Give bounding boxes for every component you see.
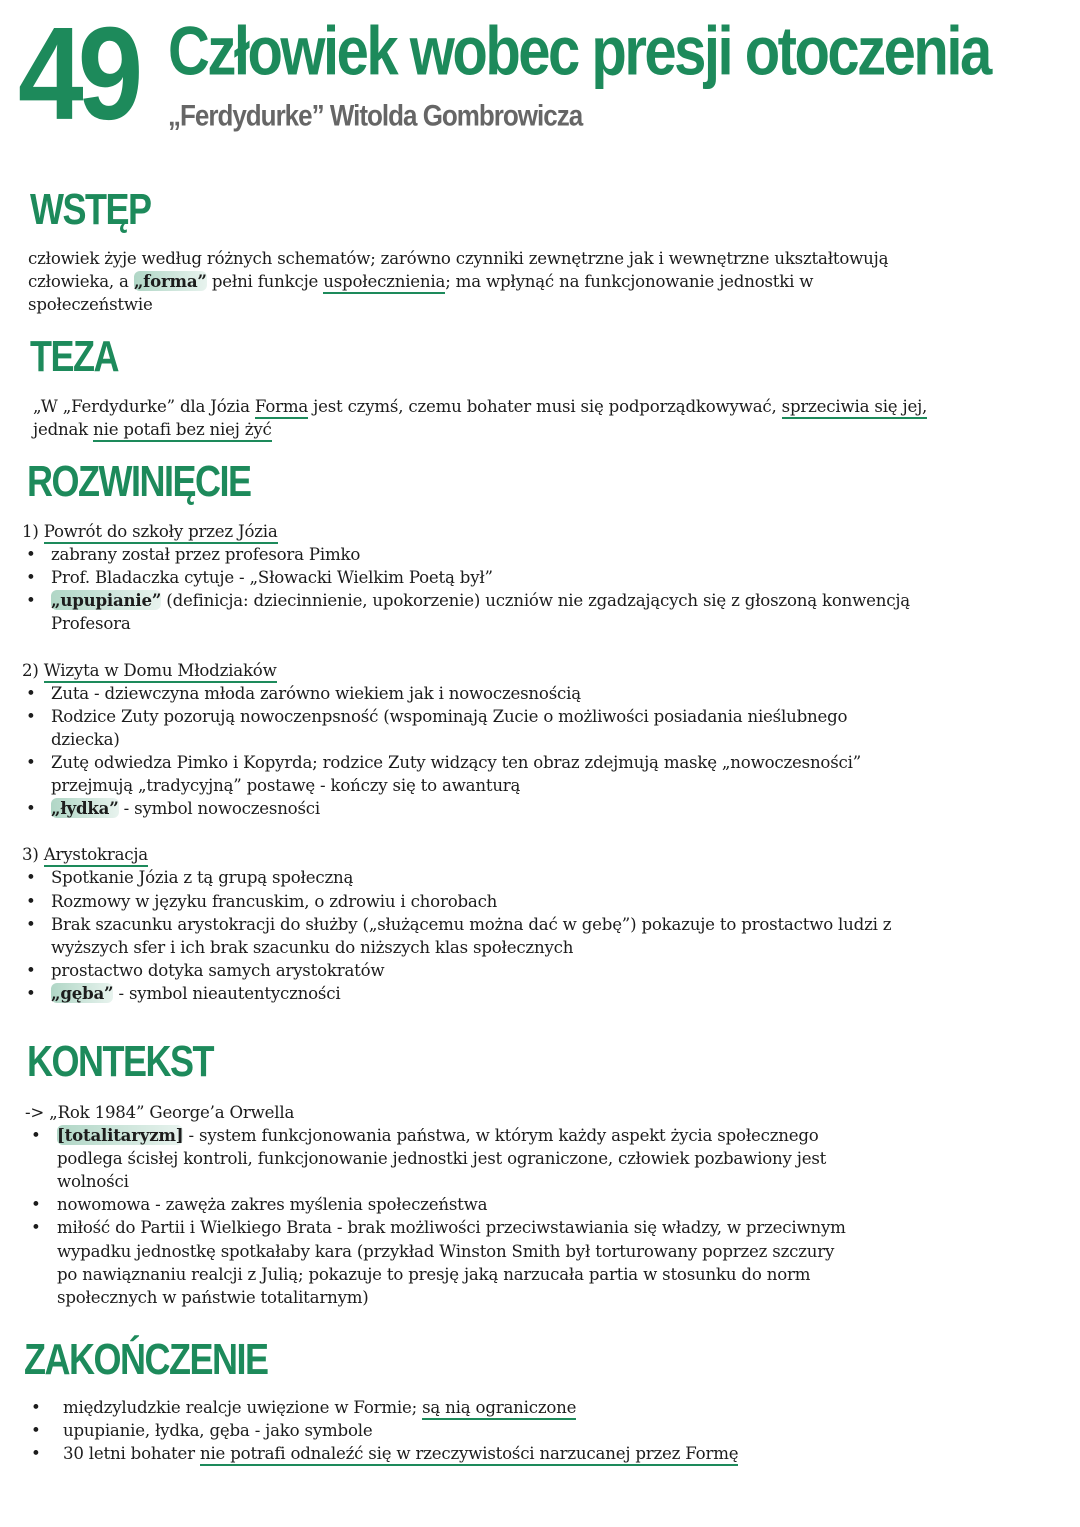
text-line (25, 1263, 846, 1286)
text-segment: Zutę odwiedza Pimko i Kopyrda; rodzice Zuty widzący ten obraz zdejmują maskę „nowoczesności” (51, 752, 862, 772)
bullet-item (25, 1216, 846, 1239)
section-heading-kontekst: KONTEKST (27, 1036, 213, 1086)
bullet-item (22, 959, 910, 982)
section-heading-teza: TEZA (30, 331, 118, 381)
bullet-item (25, 1442, 738, 1465)
section-body-wstep (28, 247, 888, 316)
highlighted-term: „forma” (133, 271, 207, 292)
text-segment: Rodzice Zuty pozorują nowoczenpsność (wspominają Zucie o możliwości posiadania nieślubnego (51, 706, 848, 726)
text-line (22, 659, 910, 682)
text-segment: (definicja: dziecinnienie, upokorzenie) uczniów nie zgadzających się z głoszoną konwencją (161, 591, 910, 611)
text-line (22, 936, 910, 959)
bullet-icon: • (31, 1126, 41, 1146)
underlined-text: uspołecznienia (323, 272, 445, 294)
text-segment: -> „Rok 1984” George’a Orwella (25, 1103, 295, 1122)
section-body-kontekst (25, 1101, 846, 1309)
text-segment: Spotkanie Józia z tą grupą społeczną (51, 868, 354, 888)
bullet-item (22, 682, 910, 705)
bullet-icon: • (26, 568, 36, 588)
bullet-icon: • (31, 1421, 41, 1441)
text-line (22, 774, 910, 797)
text-line (25, 1170, 846, 1193)
highlighted-term: „łydka” (51, 798, 119, 819)
bullet-icon: • (26, 706, 36, 726)
text-segment: pełni funkcje (206, 272, 324, 292)
text-segment: miłość do Partii i Wielkiego Brata - brak możliwości przeciwstawiania się władzy, w przeciwnym (57, 1218, 846, 1238)
bullet-icon: • (26, 983, 36, 1003)
text-segment: wolności (57, 1172, 129, 1192)
text-line (33, 395, 927, 418)
page-subtitle: „Ferdydurke” Witolda Gombrowicza (168, 97, 583, 133)
text-segment: człowiek żyje według różnych schematów; zarówno czynniki zewnętrzne jak i wewnętrzne ukształtowują (28, 249, 889, 268)
text-segment: 1) (22, 522, 44, 541)
bullet-item (22, 890, 910, 913)
text-line (22, 820, 910, 843)
text-segment: - symbol nieautentyczności (113, 983, 341, 1003)
text-segment: Rozmowy w języku francuskim, o zdrowiu i chorobach (51, 891, 498, 911)
text-line (22, 635, 910, 658)
bullet-item (22, 705, 910, 728)
text-line (28, 293, 888, 316)
bullet-icon: • (31, 1218, 41, 1238)
text-segment: społecznych w państwie totalitarnym) (57, 1287, 369, 1307)
text-line (25, 1240, 846, 1263)
text-segment: upupianie, łydka, gęba - jako symbole (63, 1421, 373, 1441)
section-body-teza (33, 395, 927, 441)
text-line (28, 270, 888, 293)
bullet-item (25, 1124, 846, 1147)
underlined-text: sprzeciwia się jej, (782, 397, 927, 419)
text-line (25, 1286, 846, 1309)
text-segment: prostactwo dotyka samych arystokratów (51, 960, 385, 980)
text-line (25, 1101, 846, 1124)
text-segment: Profesora (51, 614, 131, 634)
bullet-icon: • (26, 545, 36, 565)
text-segment: 3) (22, 845, 44, 865)
underlined-text: nie potrafi odnaleźć się w rzeczywistości narzucanej przez Formę (200, 1444, 738, 1466)
underlined-text: Wizyta w Domu Młodziaków (44, 661, 277, 683)
chapter-number: 49 (18, 0, 138, 148)
highlighted-term: „upupianie” (51, 590, 162, 611)
text-segment: „W „Ferdydurke” dla Józia (33, 397, 255, 416)
bullet-icon: • (26, 752, 36, 772)
text-line (33, 418, 927, 441)
bullet-icon: • (26, 960, 36, 980)
section-body-zakonczenie (25, 1396, 738, 1465)
bullet-icon: • (26, 868, 36, 888)
text-segment: międzyludzkie realcje uwięzione w Formie; (63, 1398, 423, 1417)
underlined-text: Arystokracja (44, 845, 148, 867)
underlined-text: Forma (255, 397, 308, 419)
bullet-icon: • (31, 1444, 41, 1464)
text-segment: podlega ścisłej kontroli, funkcjonowanie jednostki jest ograniczone, człowiek pozbawiony jest (57, 1149, 827, 1169)
text-segment: przejmują „tradycyjną” postawę - kończy się to awanturą (51, 776, 521, 796)
bullet-icon: • (26, 683, 36, 703)
text-segment: wypadku jednostkę spotkałaby kara (przykład Winston Smith był torturowany poprzez szczury (57, 1241, 835, 1261)
highlighted-term: [totalitaryzm] (57, 1125, 184, 1146)
text-line (22, 612, 910, 635)
bullet-item (25, 1396, 738, 1419)
section-body-rozwiniecie (22, 520, 910, 1005)
text-segment: - symbol nowoczesności (118, 799, 320, 819)
bullet-item (22, 797, 910, 820)
text-segment: zabrany został przez profesora Pimko (51, 545, 361, 565)
text-segment: Brak szacunku arystokracji do służby („służącemu można dać w gebę”) pokazuje to prostactwo ludzi z (51, 914, 892, 934)
section-heading-zakonczenie: ZAKOŃCZENIE (24, 1334, 268, 1384)
page-title: Człowiek wobec presji otoczenia (168, 13, 990, 90)
text-segment: 2) (22, 660, 44, 680)
bullet-item (22, 982, 910, 1005)
text-segment: po nawiąznaniu realcji z Julią; pokazuje to presję jaką narzucała partia w stosunku do norm (57, 1264, 811, 1284)
text-segment: jest czymś, czemu bohater musi się podporządkowywać, (308, 397, 782, 416)
section-heading-wstep: WSTĘP (30, 184, 151, 234)
underlined-text: nie potafi bez niej żyć (93, 420, 272, 442)
bullet-item (22, 913, 910, 936)
text-segment: - system funkcjonowania państwa, w którym każdy aspekt życia społecznego (183, 1126, 819, 1146)
bullet-icon: • (26, 914, 36, 934)
text-segment: ; ma wpłynąć na funkcjonowanie jednostki w (445, 272, 814, 292)
bullet-item (22, 543, 910, 566)
bullet-icon: • (26, 591, 36, 611)
bullet-item (22, 751, 910, 774)
bullet-icon: • (26, 799, 36, 819)
text-segment: 30 letni bohater (63, 1444, 200, 1464)
text-segment: dziecka) (51, 729, 120, 749)
bullet-icon: • (31, 1398, 41, 1417)
underlined-text: są nią ograniczone (422, 1398, 576, 1420)
text-line (25, 1147, 846, 1170)
text-segment: społeczeństwie (28, 295, 153, 315)
text-segment: wyższych sfer i ich brak szacunku do niższych klas społecznych (51, 937, 574, 957)
text-line (22, 843, 910, 866)
bullet-icon: • (31, 1195, 41, 1215)
underlined-text: Powrót do szkoły przez Józia (44, 522, 278, 544)
section-heading-rozwiniecie: ROZWINIĘCIE (27, 456, 251, 506)
bullet-item (25, 1193, 846, 1216)
text-segment: nowomowa - zawęża zakres myślenia społeczeństwa (57, 1195, 488, 1215)
highlighted-term: „gęba” (51, 982, 114, 1003)
bullet-item (22, 866, 910, 889)
text-segment: Zuta - dziewczyna młoda zarówno wiekiem jak i nowoczesnością (51, 683, 581, 703)
text-line (22, 728, 910, 751)
text-segment: Prof. Bladaczka cytuje - „Słowacki Wielkim Poetą był” (51, 568, 493, 588)
text-segment: człowieka, a (28, 272, 134, 292)
bullet-icon: • (26, 891, 36, 911)
text-line (28, 247, 888, 270)
bullet-item (22, 589, 910, 612)
text-segment: jednak (33, 420, 94, 440)
text-line (22, 520, 910, 543)
bullet-item (22, 566, 910, 589)
bullet-item (25, 1419, 738, 1442)
